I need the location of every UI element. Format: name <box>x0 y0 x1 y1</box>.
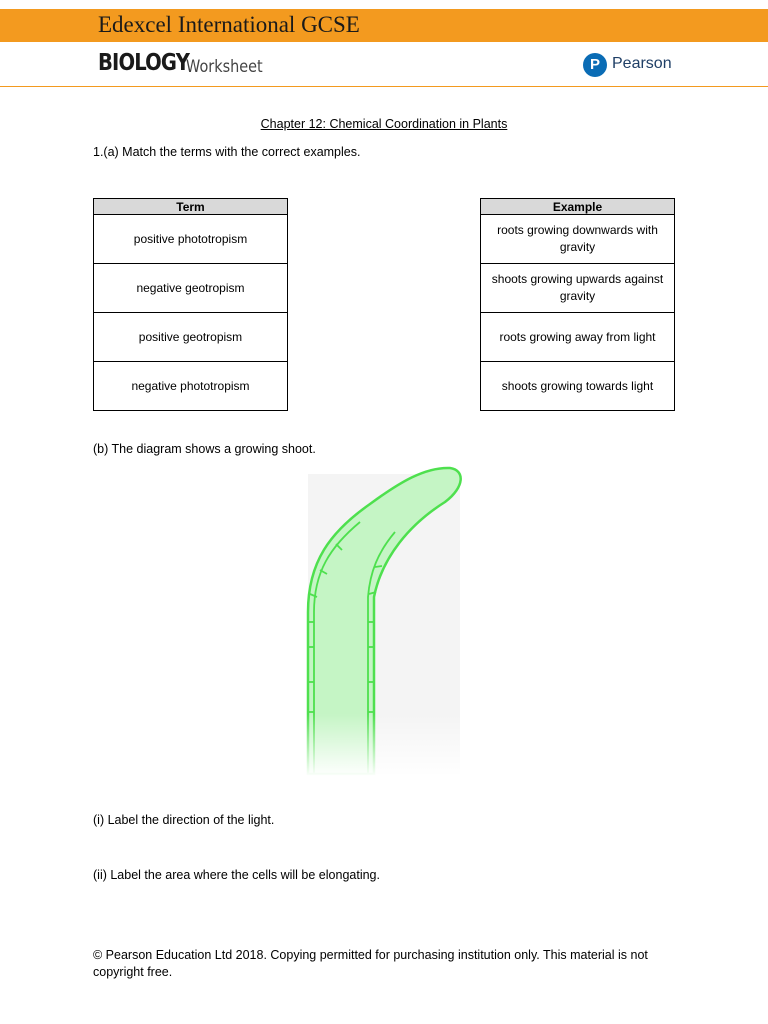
shoot-diagram <box>300 462 470 777</box>
subject-name: BIOLOGY <box>98 50 190 76</box>
pearson-wordmark: Pearson <box>612 55 672 72</box>
example-cell: roots growing downwards with gravity <box>481 215 675 264</box>
question-1a: 1.(a) Match the terms with the correct examples. <box>93 145 361 159</box>
subject-title <box>98 50 263 77</box>
term-cell: positive phototropism <box>94 215 288 264</box>
banner-title: Edexcel International GCSE <box>98 12 360 37</box>
term-cell: positive geotropism <box>94 313 288 362</box>
subject-suffix: Worksheet <box>186 57 263 77</box>
question-1b-i: (i) Label the direction of the light. <box>93 813 275 827</box>
term-cell: negative geotropism <box>94 264 288 313</box>
term-cell: negative phototropism <box>94 362 288 411</box>
copyright-footer: © Pearson Education Ltd 2018. Copying permitted for purchasing institution only. This material is not copyright free. <box>93 948 648 979</box>
terms-table <box>93 198 288 411</box>
question-1b-ii: (ii) Label the area where the cells will be elongating. <box>93 868 380 882</box>
example-cell: roots growing away from light <box>481 313 675 362</box>
header-divider <box>0 86 768 87</box>
shoot-fade <box>300 462 470 777</box>
example-cell: shoots growing upwards against gravity <box>481 264 675 313</box>
terms-header: Term <box>94 199 288 215</box>
question-1b: (b) The diagram shows a growing shoot. <box>93 442 316 456</box>
example-cell: shoots growing towards light <box>481 362 675 411</box>
examples-table <box>480 198 675 411</box>
examples-header: Example <box>481 199 675 215</box>
header-banner <box>0 9 768 42</box>
chapter-title: Chapter 12: Chemical Coordination in Plants <box>260 117 508 131</box>
pearson-p-icon: P <box>583 53 607 77</box>
